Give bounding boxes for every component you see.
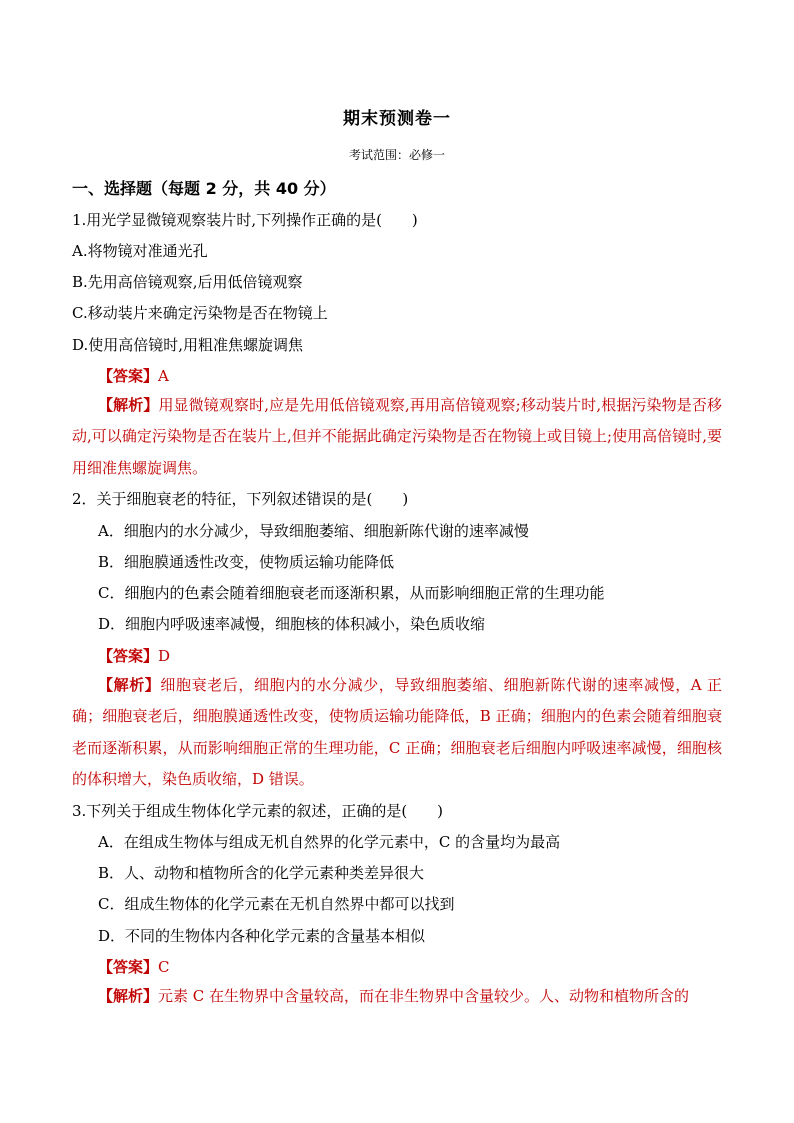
answer-tag: 【答案】 — [98, 647, 159, 665]
question-2-answer — [98, 646, 170, 666]
question-2-option-a: A．细胞内的水分减少，导致细胞萎缩、细胞新陈代谢的速率减慢 — [98, 522, 529, 540]
page-title: 期末预测卷一 — [343, 109, 451, 129]
question-1-option-c: C.移动装片来确定污染物是否在物镜上 — [72, 304, 328, 322]
question-3-option-d: D．不同的生物体内各种化学元素的含量基本相似 — [98, 927, 426, 945]
analysis-text: 细胞衰老后，细胞内的水分减少，导致细胞萎缩、细胞新陈代谢的速率减慢，A 正确；细胞衰老后，细胞膜通透性改变，使物质运输功能降低，B 正确；细胞内的色素会随着细胞衰老而逐渐积累，从而影响细胞正常的生理功能，C 正确；细胞衰老后细胞内呼吸速率减慢，细胞核的体积增大，染色质收缩，D 错误。 — [72, 676, 722, 788]
answer-tag: 【答案】 — [98, 367, 159, 385]
question-2-analysis — [72, 670, 722, 797]
question-3-answer — [98, 957, 170, 977]
question-3-option-a: A．在组成生物体与组成无机自然界的化学元素中，C 的含量均为最高 — [98, 833, 561, 851]
question-1-answer — [98, 366, 169, 386]
answer-tag: 【答案】 — [98, 958, 159, 976]
question-3-analysis — [72, 981, 722, 1015]
question-2-option-d: D．细胞内呼吸速率减慢，细胞核的体积减小，染色质收缩 — [98, 615, 486, 633]
question-2-option-c: C．细胞内的色素会随着细胞衰老而逐渐积累，从而影响细胞正常的生理功能 — [98, 584, 605, 602]
answer-value: A — [158, 367, 169, 385]
exam-scope: 考试范围：必修一 — [348, 148, 445, 162]
analysis-tag: 【解析】 — [98, 676, 161, 694]
question-3-option-b: B．人、动物和植物所含的化学元素种类差异很大 — [98, 864, 425, 882]
section-heading: 一、选择题（每题 2 分，共 40 分） — [72, 179, 336, 198]
answer-value: D — [158, 647, 171, 665]
analysis-text: 用显微镜观察时,应是先用低倍镜观察,再用高倍镜观察;移动装片时,根据污染物是否移动,可以确定污染物是否在装片上,但并不能据此确定污染物是否在物镜上或目镜上;使用高倍镜时,要用细准焦螺旋调焦。 — [72, 396, 722, 477]
question-1-stem: 1.用光学显微镜观察装片时,下列操作正确的是( ) — [72, 211, 418, 229]
analysis-tag: 【解析】 — [98, 396, 159, 414]
question-1-analysis — [72, 390, 722, 486]
question-2-option-b: B．细胞膜通透性改变，使物质运输功能降低 — [98, 553, 395, 571]
question-1-option-b: B.先用高倍镜观察,后用低倍镜观察 — [72, 273, 303, 291]
analysis-tag: 【解析】 — [98, 987, 159, 1005]
question-2-stem: 2．关于细胞衰老的特征，下列叙述错误的是( ) — [72, 490, 409, 508]
question-3-option-c: C．组成生物体的化学元素在无机自然界中都可以找到 — [98, 895, 455, 913]
answer-value: C — [158, 958, 170, 976]
question-1-option-d: D.使用高倍镜时,用粗准焦螺旋调焦 — [72, 336, 304, 354]
analysis-text: 元素 C 在生物界中含量较高，而在非生物界中含量较少。人、动物和植物所含的 — [158, 987, 690, 1005]
question-1-option-a: A.将物镜对准通光孔 — [72, 242, 208, 260]
question-3-stem: 3.下列关于组成生物体化学元素的叙述，正确的是( ) — [72, 802, 444, 820]
